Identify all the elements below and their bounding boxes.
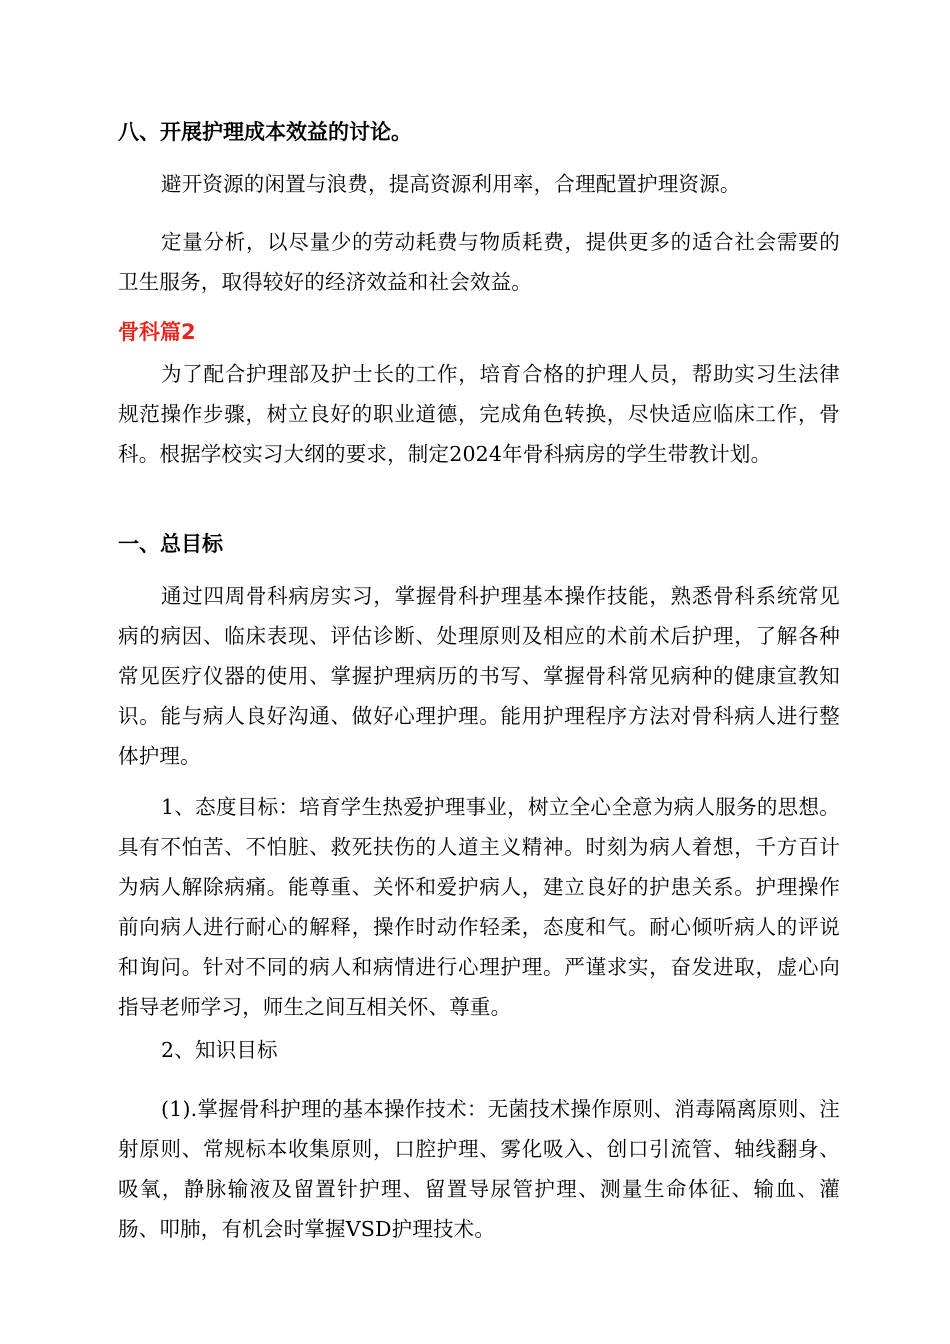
section-8-paragraph-2: 定量分析，以尽量少的劳动耗费与物质耗费，提供更多的适合社会需要的卫生服务，取得较好的经济效益和社会效益。 <box>118 230 840 294</box>
attitude-paragraph: 1、态度目标：培育学生热爱护理事业，树立全心全意为病人服务的思想。具有不怕苦、不怕脏、救死扶伤的人道主义精神。时刻为病人着想，千方百计为病人解除病痛。能尊重、关怀和爱护病人，建立良好的护患关系。护理操作前向病人进行耐心的解释，操作时动作轻柔，态度和气。耐心倾听病人的评说和询问。针对不同的病人和病情进行心理护理。严谨求实，奋发进取，虚心向指导老师学习，师生之间互相关怀、尊重。 <box>118 795 840 1019</box>
section-8-heading: 八、开展护理成本效益的讨论。 <box>118 120 412 144</box>
chapter-heading: 骨科篇2 <box>118 320 196 344</box>
intro-paragraph: 为了配合护理部及护士长的工作，培育合格的护理人员，帮助实习生法律规范操作步骤，树立良好的职业道德，完成角色转换，尽快适应临床工作，骨科。根据学校实习大纲的要求，制定2024年骨科病房的学生带教计划。 <box>118 362 840 466</box>
goal-heading: 一、总目标 <box>118 532 223 556</box>
knowledge-item-1: (1).掌握骨科护理的基本操作技术：无菌技术操作原则、消毒隔离原则、注射原则、常规标本收集原则，口腔护理、雾化吸入、创口引流管、轴线翻身、吸氧，静脉输液及留置针护理、留置导尿管护理、测量生命体征、输血、灌肠、叩肺，有机会时掌握VSD护理技术。 <box>118 1097 840 1241</box>
knowledge-heading: 2、知识目标 <box>161 1038 278 1062</box>
goal-paragraph: 通过四周骨科病房实习，掌握骨科护理基本操作技能，熟悉骨科系统常见病的病因、临床表现、评估诊断、处理原则及相应的术前术后护理，了解各种常见医疗仪器的使用、掌握护理病历的书写、掌握骨科常见病种的健康宣教知识。能与病人良好沟通、做好心理护理。能用护理程序方法对骨科病人进行整体护理。 <box>118 584 840 768</box>
section-8-paragraph-1: 避开资源的闲置与浪费，提高资源利用率，合理配置护理资源。 <box>161 172 741 196</box>
